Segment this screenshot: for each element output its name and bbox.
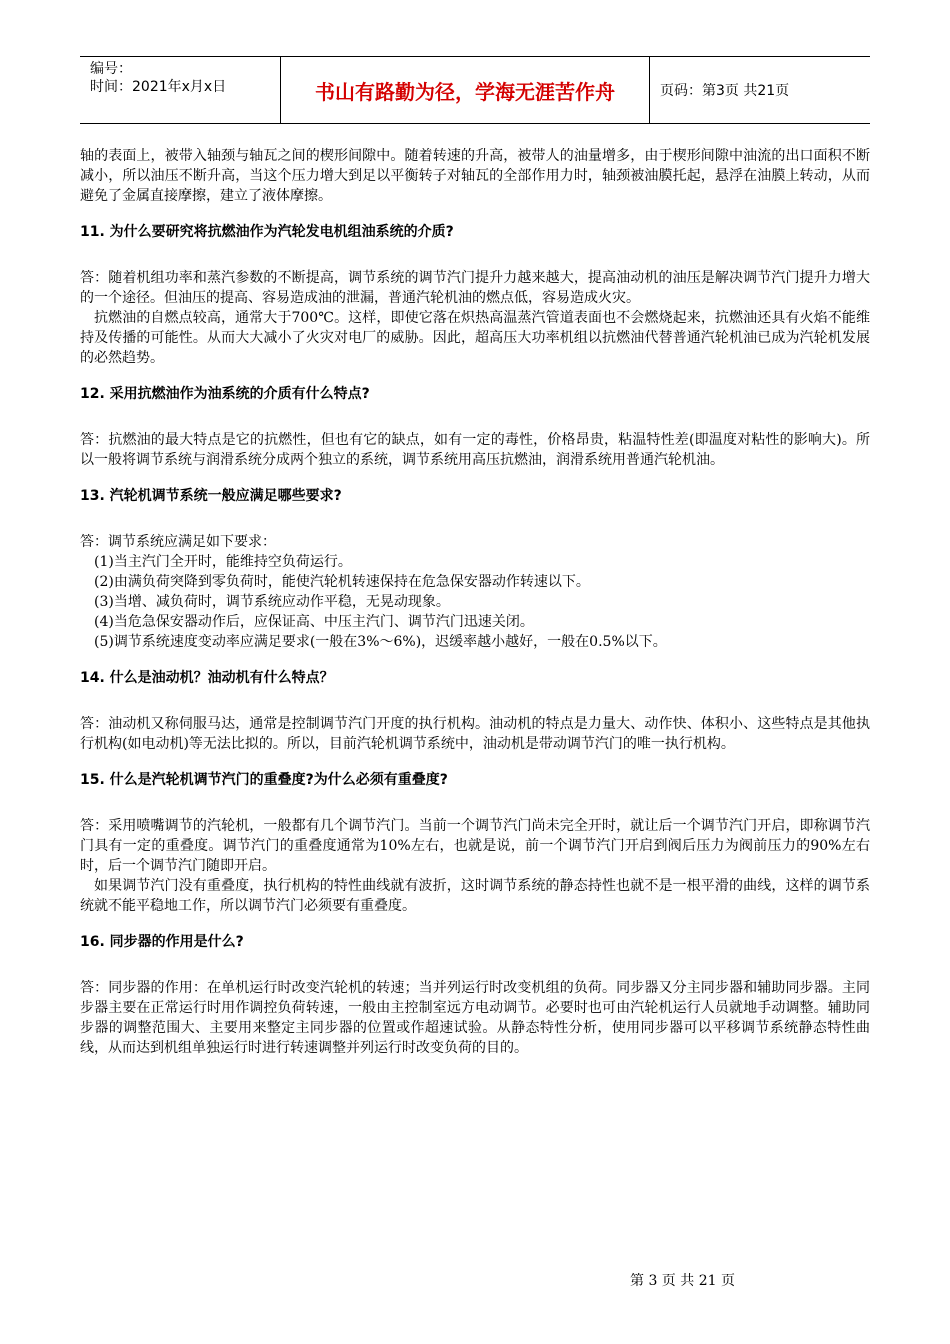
- answer-paragraph: 抗燃油的自燃点较高，通常大于700℃。这样，即使它落在炽热高温蒸汽管道表面也不会燃烧起来，抗燃油还具有火焰不能维持及传播的可能性。从而大大减小了火灾对电厂的威胁。因此，超高压大功率机组以抗燃油代替普通汽轮机油已成为汽轮机发展的必然趋势。: [80, 310, 870, 366]
- intro-paragraph: 轴的表面上，被带入轴颈与轴瓦之间的楔形间隙中。随着转速的升高，被带人的油量增多，由于楔形间隙中油流的出口面积不断减小，所以油压不断升高，当这个压力增大到足以平衡转子对轴瓦的全部作用力时，轴颈被油膜托起，悬浮在油膜上转动，从而避免了金属直接摩擦，建立了液体摩擦。: [80, 148, 870, 204]
- requirement-item: (3)当增、减负荷时，调节系统应动作平稳，无晃动现象。: [94, 594, 450, 610]
- requirement-item: (5)调节系统速度变动率应满足要求(一般在3%～6%)，迟缓率越小越好，一般在0.5%以下。: [94, 634, 667, 650]
- question-title-15: 15. 什么是汽轮机调节汽门的重叠度?为什么必须有重叠度?: [80, 772, 448, 788]
- serial-number-label: 编号：: [90, 61, 132, 77]
- requirement-item: (4)当危急保安器动作后，应保证高、中压主汽门、调节汽门迅速关闭。: [94, 614, 534, 630]
- requirement-item: (2)由满负荷突降到零负荷时，能使汽轮机转速保持在危急保安器动作转速以下。: [94, 574, 590, 590]
- answer-paragraph: 答：抗燃油的最大特点是它的抗燃性，但也有它的缺点，如有一定的毒性，价格昂贵，粘温特性差(即温度对粘性的影响大)。所以一般将调节系统与润滑系统分成两个独立的系统，调节系统用高压抗燃油，润滑系统用普通汽轮机油。: [80, 432, 870, 468]
- answer-paragraph: 答：同步器的作用：在单机运行时改变汽轮机的转速；当并列运行时改变机组的负荷。同步器又分主同步器和辅助同步器。主同步器主要在正常运行时用作调控负荷转速，一般由主控制室远方电动调节。必要时也可由汽轮机运行人员就地手动调整。辅助同步器的调整范围大、主要用来整定主同步器的位置或作超速试验。从静态特性分析，使用同步器可以平移调节系统静态特性曲线，从而达到机组单独运行时进行转速调整并列运行时改变负荷的目的。: [80, 980, 870, 1056]
- page-footer: 第 3 页 共 21 页: [630, 1273, 735, 1289]
- question-title-13: 13. 汽轮机调节系统一般应满足哪些要求?: [80, 488, 342, 504]
- answer-paragraph: 答：随着机组功率和蒸汽参数的不断提高，调节系统的调节汽门提升力越来越大，提高油动机的油压是解决调节汽门提升力增大的一个途径。但油压的提高、容易造成油的泄漏，普通汽轮机油的燃点低，容易造成火灾。: [80, 270, 870, 306]
- header-motto: 书山有路勤为径，学海无涯苦作舟: [280, 57, 650, 123]
- question-title-12: 12. 采用抗燃油作为油系统的介质有什么特点?: [80, 386, 370, 402]
- answer-paragraph: 答：油动机又称伺服马达，通常是控制调节汽门开度的执行机构。油动机的特点是力量大、动作快、体积小、这些特点是其他执行机构(如电动机)等无法比拟的。所以，目前汽轮机调节系统中，油动机是带动调节汽门的唯一执行机构。: [80, 716, 870, 752]
- requirement-item: (1)当主汽门全开时，能维持空负荷运行。: [94, 554, 352, 570]
- answer-paragraph: 答：采用喷嘴调节的汽轮机，一般都有几个调节汽门。当前一个调节汽门尚未完全开时，就让后一个调节汽门开启，即称调节汽门具有一定的重叠度。调节汽门的重叠度通常为10%左右，也就是说，前一个调节汽门开启到阀后压力为阀前压力的90%左右时，后一个调节汽门随即开启。: [80, 818, 870, 874]
- header-left-cell: [80, 57, 280, 123]
- answer-paragraph: 如果调节汽门没有重叠度，执行机构的特性曲线就有波折，这时调节系统的静态持性也就不是一根平滑的曲线，这样的调节系统就不能平稳地工作，所以调节汽门必须要有重叠度。: [80, 878, 870, 914]
- answer-paragraph: 答：调节系统应满足如下要求：: [80, 534, 276, 550]
- page-header: [80, 56, 870, 124]
- date-label: 时间：2021年x月x日: [90, 79, 227, 95]
- question-title-16: 16. 同步器的作用是什么?: [80, 934, 244, 950]
- document-body: [80, 146, 870, 1058]
- header-page-info: 页码：第3页 共21页: [660, 83, 790, 99]
- question-title-14: 14. 什么是油动机？油动机有什么特点？: [80, 670, 334, 686]
- question-title-11: 11. 为什么要研究将抗燃油作为汽轮发电机组油系统的介质?: [80, 224, 454, 240]
